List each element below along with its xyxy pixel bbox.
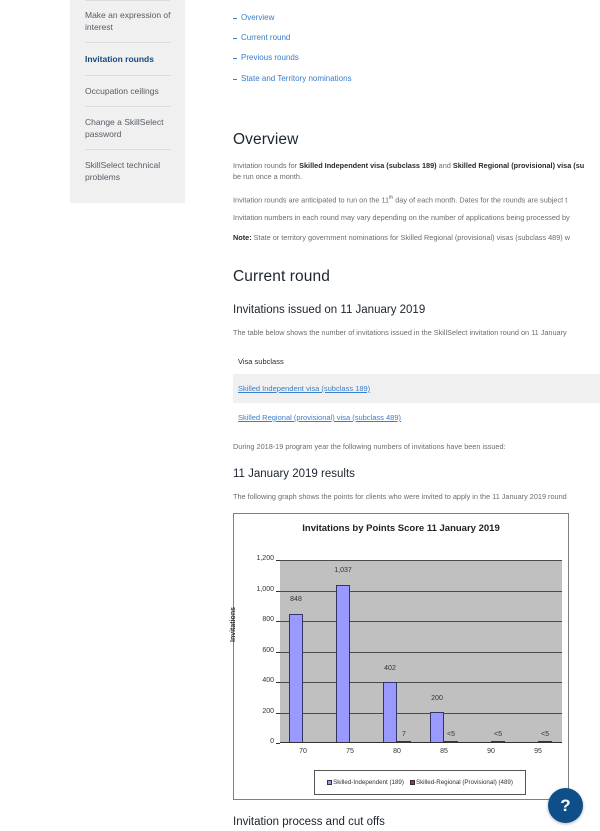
text: and (436, 161, 453, 170)
bar-value-label: 1,037 (334, 567, 352, 574)
sidebar-item-label[interactable]: Occupation ceilings (85, 86, 159, 96)
sidebar-item-invitation-rounds[interactable] (85, 43, 171, 76)
overview-paragraph-2 (233, 193, 567, 206)
results-intro: The following graph shows the points for clients who were invited to apply in the 11 January 2019 round (233, 492, 567, 501)
overview-paragraph-1 (233, 161, 584, 182)
bar-189-70 (289, 614, 303, 743)
sidebar-item-change-password[interactable] (85, 107, 171, 150)
y-tick-label: 1,000 (256, 585, 274, 593)
gridline (280, 591, 562, 592)
toc-link[interactable]: Overview (241, 12, 275, 22)
y-axis-label: Invitations (230, 606, 237, 642)
gridline (280, 682, 562, 683)
sidebar-nav (70, 0, 185, 203)
sidebar-item-label[interactable]: Make an expression of interest (85, 10, 171, 32)
dash-icon (233, 38, 237, 39)
toc-link[interactable]: Current round (241, 32, 291, 42)
invitations-issued-heading: Invitations issued on 11 January 2019 (233, 304, 426, 316)
current-round-heading: Current round (233, 268, 330, 285)
toc-link[interactable]: State and Territory nominations (241, 73, 352, 83)
x-tick-label: 85 (440, 748, 448, 755)
legend-item-489 (410, 779, 513, 786)
bar-value-label: <5 (494, 731, 502, 738)
tick-mark (276, 743, 280, 744)
bar-189-75 (336, 585, 350, 743)
toc-link[interactable]: Previous rounds (241, 53, 299, 63)
table-header: Visa subclass (238, 357, 284, 366)
text: day of each month. Dates for the rounds are subject t (393, 195, 568, 205)
legend-swatch (327, 780, 332, 785)
bar-value-label: 7 (402, 731, 406, 738)
bold-text: Skilled Independent visa (subclass 189) (299, 161, 437, 170)
legend-label: Skilled-Independent (189) (333, 779, 404, 786)
x-tick-label: 90 (487, 748, 495, 755)
tick-mark (276, 652, 280, 653)
gridline (280, 621, 562, 622)
chart-legend (314, 770, 526, 795)
dash-icon (233, 79, 237, 80)
sidebar-item-label[interactable]: SkillSelect technical problems (85, 160, 161, 182)
tick-mark (276, 682, 280, 683)
tick-mark (276, 713, 280, 714)
toc-item-overview[interactable] (233, 10, 352, 30)
legend-item-189 (327, 779, 404, 786)
bar-value-label: 200 (431, 695, 443, 702)
toc-item-state-nominations[interactable] (233, 71, 352, 91)
overview-paragraph-3: Invitation numbers in each round may vary depending on the number of applications being processed by (233, 213, 570, 222)
sidebar-item-occupation-ceilings[interactable] (85, 76, 171, 107)
visa-489-link[interactable]: Skilled Regional (provisional) visa (subclass 489) (238, 413, 401, 422)
sidebar-item-label[interactable]: Invitation rounds (85, 54, 154, 64)
y-tick-label: 400 (262, 677, 274, 684)
current-round-intro: The table below shows the number of invitations issued in the SkillSelect invitation round on 11 January (233, 328, 567, 337)
legend-label: Skilled-Regional (Provisional) (489) (415, 779, 513, 786)
y-tick-label: 600 (262, 646, 274, 654)
bar-value-label: <5 (541, 731, 549, 738)
text: State or territory government nominations for Skilled Regional (provisional) visas (subclass 489) w (251, 233, 571, 242)
bar-value-label: 848 (290, 596, 302, 603)
invitations-by-points-chart (230, 513, 569, 800)
text: Invitation rounds for (233, 161, 300, 170)
help-button[interactable]: ? (548, 788, 583, 823)
sidebar-item-label[interactable]: Change a SkillSelect password (85, 117, 164, 139)
dash-icon (233, 18, 237, 19)
gridline (280, 713, 562, 714)
gridline (280, 560, 562, 561)
text: Invitation rounds are anticipated to run on the 11 (233, 195, 390, 205)
dash-icon (233, 58, 237, 59)
visa-189-link[interactable]: Skilled Independent visa (subclass 189) (238, 384, 371, 393)
superscript: th (389, 195, 394, 201)
toc-item-current-round[interactable] (233, 30, 352, 50)
tick-mark (276, 560, 280, 561)
x-tick-label: 70 (299, 748, 307, 755)
overview-note (233, 233, 570, 244)
gridline (280, 652, 562, 653)
program-year-text: During 2018-19 program year the following numbers of invitations have been issued: (233, 442, 506, 451)
table-row (233, 403, 600, 432)
text: be run once a month. (233, 171, 302, 181)
bar-189-85 (430, 712, 444, 743)
x-tick-label: 80 (393, 748, 401, 755)
chart-title: Invitations by Points Score 11 January 2019 (302, 523, 500, 534)
chart-plot-area (256, 555, 562, 755)
tick-mark (276, 621, 280, 622)
y-tick-label: 0 (270, 738, 274, 745)
y-tick-label: 200 (262, 707, 274, 715)
table-of-contents (233, 10, 352, 91)
sidebar-item-technical-problems[interactable] (85, 150, 171, 192)
note-label: Note: (233, 233, 252, 242)
sidebar-item-expression-of-interest[interactable] (85, 0, 171, 43)
overview-heading: Overview (233, 131, 299, 148)
x-tick-label: 75 (346, 748, 354, 755)
x-tick-label: 95 (534, 748, 542, 755)
bar-value-label: <5 (447, 731, 455, 738)
visa-subclass-table (233, 350, 600, 432)
divider (85, 0, 170, 1)
table-row (233, 374, 600, 403)
bold-text: Skilled Regional (provisional) visa (su (452, 161, 585, 170)
invitation-process-heading: Invitation process and cut offs (233, 816, 385, 828)
legend-swatch (410, 780, 415, 785)
tick-mark (276, 591, 280, 592)
bar-value-label: 402 (384, 665, 396, 672)
toc-item-previous-rounds[interactable] (233, 51, 352, 71)
x-axis (280, 742, 562, 743)
results-heading: 11 January 2019 results (233, 468, 355, 480)
y-tick-label: 800 (262, 616, 274, 623)
y-tick-label: 1,200 (256, 555, 274, 562)
